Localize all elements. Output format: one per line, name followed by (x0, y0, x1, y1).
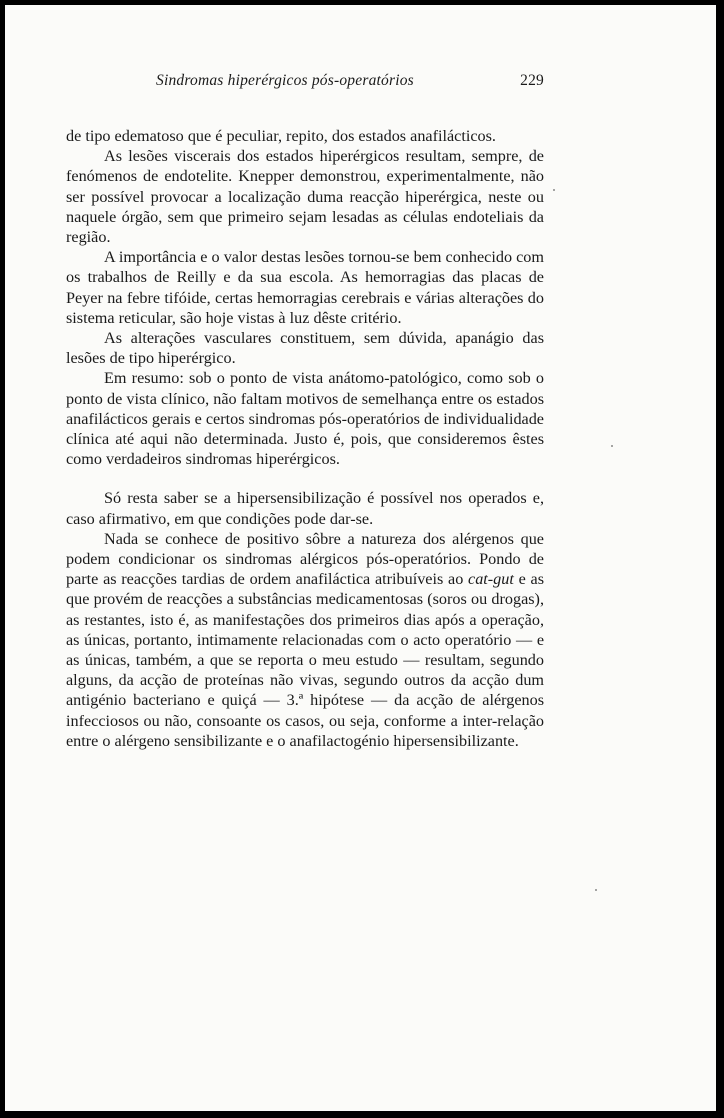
paragraph-6: Só resta saber se a hipersensibilização é possível nos operados e, caso afirmativo, em que condições pode dar-se. (66, 489, 544, 528)
paragraph-1: de tipo edematoso que é peculiar, repito, dos estados anafilácticos. (66, 127, 496, 145)
page-number: 229 (520, 72, 544, 89)
paragraph-3: A importância e o valor destas lesões tornou-se bem conhecido com os trabalhos de Reilly e da sua escola. As hemorragias das placas de Peyer na febre tifóide, certas hemorragias cerebrais e várias alterações do sistema reticular, são hoje vistas à luz dêste critério. (66, 248, 544, 327)
body-text (66, 126, 544, 751)
scan-speck (595, 889, 597, 891)
running-head (66, 62, 544, 92)
paragraph-5: Em resumo: sob o ponto de vista anátomo-patológico, como sob o ponto de vista clínico, não faltam motivos de semelhança entre os estados anafilácticos gerais e certos sindromas pós-operatórios de individualidade clínica até aqui não determinada. Justo é, pois, que consideremos êstes como verdadeiros sindromas hiperérgicos. (66, 369, 544, 469)
paragraph-2: As lesões viscerais dos estados hiperérgicos resultam, sempre, de fenómenos de endotelite. Knepper demonstrou, experimentalmente, não ser possível provocar a localização duma reacção hiperérgica, neste ou naquele órgão, sem que primeiro sejam lesadas as células endoteliais da região. (66, 147, 544, 247)
paragraph-4: As alterações vasculares constituem, sem dúvida, apanágio das lesões de tipo hiperérgico. (66, 329, 544, 368)
paragraph-7-part-b: e as que provém de reacções a substâncias medicamentosas (soros ou drogas), as restantes, isto é, as manifestações dos primeiros dias após a operação, as únicas, portanto, intimamente relacionadas com o acto operatório — e as únicas, também, a que se reporta o meu estudo — resultam, segundo alguns, da acção de proteínas não vivas, segundo outros da acção dum antigénio bacteriano e quiçá — 3.ª hipótese — da acção de alérgenos infecciosos ou não, consoante os casos, ou seja, conforme a inter-relação entre o alérgeno sensibilizante e o anafilactogénio hipersensibilizante. (66, 570, 544, 750)
scan-speck (553, 189, 555, 191)
running-title: Sindromas hiperérgicos pós-operatórios (156, 72, 414, 89)
scan-speck (611, 445, 613, 447)
catgut-italic: cat-gut (468, 570, 514, 589)
book-page (66, 62, 544, 1062)
paragraph-7-part-a: Nada se conhece de positivo sôbre a natureza dos alérgenos que podem condicionar os sindromas alérgicos pós-operatórios. Pondo de parte as reacções tardias de ordem anafiláctica atribuíveis ao (66, 529, 544, 589)
paragraph-7 (66, 529, 544, 751)
